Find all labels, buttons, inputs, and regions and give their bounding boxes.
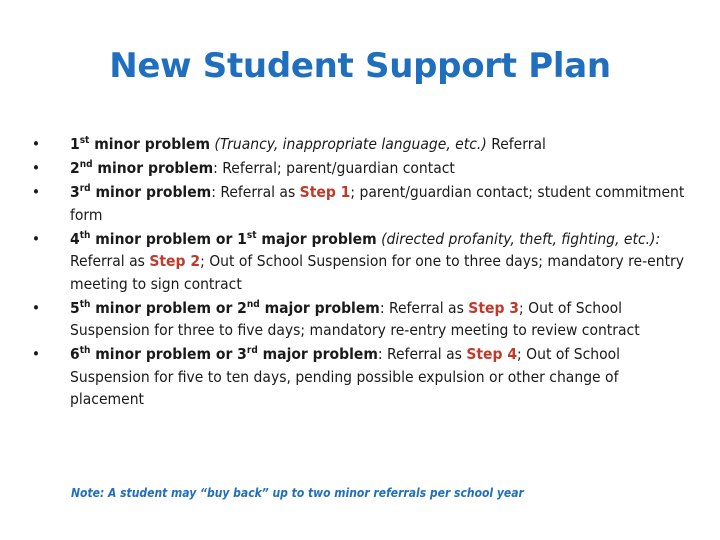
footnote: Note: A student may “buy back” up to two minor referrals per school year	[71, 486, 524, 500]
item-text: ; Out of School Suspension for one to three days; mandatory re-entry meeting to sign contract	[70, 252, 685, 293]
item-heading: major problem	[256, 229, 377, 248]
step-label: Step 2	[149, 252, 201, 270]
item-text: : Referral as	[377, 345, 467, 363]
item-heading-suffix: st	[246, 229, 257, 241]
list-item	[30, 343, 692, 411]
item-text: ; Out of School Suspension for three to five days; mandatory re-entry meeting to review contract	[70, 298, 640, 339]
item-ordinal: 2	[70, 159, 80, 177]
item-heading: minor problem or 1	[90, 229, 247, 248]
item-text: : Referral; parent/guardian contact	[213, 159, 455, 177]
item-ordinal: 3	[70, 183, 80, 201]
item-detail: (Truancy, inappropriate language, etc.)	[209, 135, 487, 153]
item-text: ; Out of School Suspension for five to ten days, pending possible expulsion or other change of placement	[70, 345, 621, 408]
item-heading-suffix: rd	[246, 345, 258, 356]
bullet-icon: •	[31, 159, 41, 177]
item-text: Referral as	[70, 252, 150, 270]
item-text: Referral	[486, 135, 546, 153]
item-heading: major problem	[257, 345, 378, 363]
page-title: New Student Support Plan	[109, 46, 611, 86]
item-text: : Referral as	[379, 298, 469, 317]
item-heading: minor problem	[89, 135, 210, 153]
item-ordinal-suffix: nd	[79, 159, 93, 170]
list-item	[30, 133, 692, 156]
list-item	[30, 297, 692, 342]
item-heading: minor problem or 3	[90, 345, 247, 363]
bullet-icon: •	[31, 183, 41, 201]
item-heading: minor problem	[90, 183, 212, 201]
item-detail: (directed profanity, theft, fighting, etc.):	[376, 229, 661, 248]
bullet-icon: •	[31, 298, 41, 317]
item-heading-suffix: nd	[246, 298, 260, 310]
item-ordinal-suffix: rd	[79, 183, 91, 194]
bullet-icon: •	[31, 345, 41, 363]
item-ordinal: 6	[70, 345, 80, 363]
step-label: Step 1	[299, 183, 351, 201]
item-text: ; parent/guardian contact; student commitment form	[70, 183, 685, 224]
step-label: Step 4	[466, 345, 518, 363]
bullet-icon: •	[31, 229, 41, 248]
item-heading: minor problem	[92, 159, 214, 177]
item-ordinal-suffix: st	[79, 135, 90, 146]
step-label: Step 3	[468, 298, 520, 317]
list-item	[30, 157, 692, 180]
item-ordinal: 1	[70, 135, 80, 153]
item-ordinal-suffix: th	[79, 345, 91, 356]
item-heading: major problem	[259, 298, 380, 317]
item-text: : Referral as	[211, 183, 300, 201]
item-ordinal: 5	[70, 298, 80, 317]
bullet-icon: •	[31, 135, 41, 153]
item-ordinal-suffix: th	[79, 298, 91, 310]
item-heading: minor problem or 2	[90, 298, 247, 317]
bullet-list	[30, 133, 692, 412]
list-item	[30, 228, 692, 296]
item-ordinal-suffix: th	[79, 229, 91, 241]
item-ordinal: 4	[70, 229, 80, 248]
list-item	[30, 181, 692, 226]
